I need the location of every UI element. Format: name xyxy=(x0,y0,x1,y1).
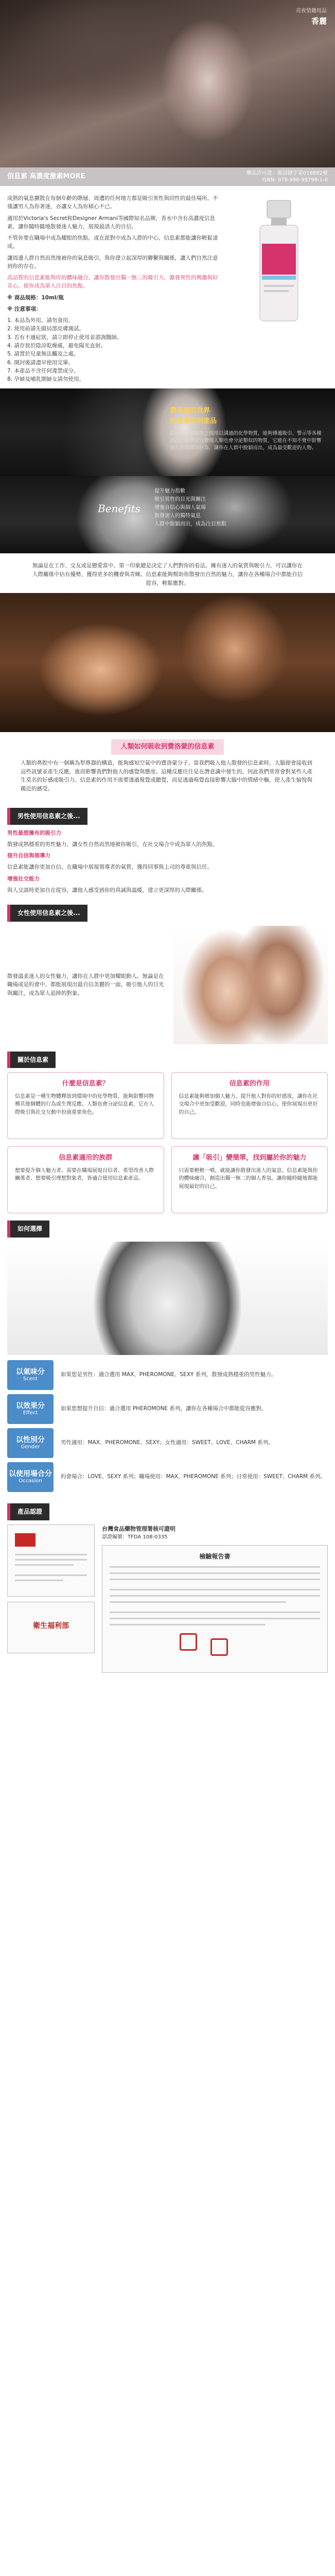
benefit-item: 散發迷人的獨特氣息 xyxy=(154,513,201,519)
step-label xyxy=(7,1394,54,1424)
how-heading: 如何選擇 xyxy=(7,1221,49,1238)
cert-left xyxy=(7,1524,95,1673)
about-box-body: 只需要輕輕一噴，就能讓你散發出迷人的氣息。信息素能與你的體味融合，創造出獨一無二的個人香氛，讓你隨時隨地都能展現最好的自己。 xyxy=(179,1167,318,1190)
male-body: 信息素能讓你更加自信，在職場中展現領導者的氣質，獲得同事與上司的尊重與信任。 xyxy=(7,864,213,871)
step-text: 男性適用：MAX、PHEROMONE、SEXY；女性適用：SWEET、LOVE、CHARM 系列。 xyxy=(61,1439,274,1446)
step-text: 約會場合：LOVE、SEXY 系列；職場使用：MAX、PHEROMONE 系列；日常使用：SWEET、CHARM 系列。 xyxy=(61,1473,326,1480)
question-body: 無論是在工作、交友或是戀愛當中，第一印象總是決定了人們對你的看法。擁有迷人的氣質與吸引力，可以讓你在人際關係中佔有優勢，獲得更多的機會與青睞。信息素能夠幫助你散發出自然的魅力，讓你在各種場合中都能自信從容，輕鬆應對。 xyxy=(32,563,303,586)
couple-image xyxy=(0,593,335,732)
female-section xyxy=(0,926,335,1044)
about-box xyxy=(7,1072,164,1139)
notes-list xyxy=(7,316,222,383)
product-title-bar xyxy=(0,167,335,186)
hero-image xyxy=(0,0,335,167)
step-item xyxy=(7,1428,328,1458)
stamp-text: 衛生福利部 xyxy=(33,1621,69,1630)
brand-logo: 香麗 xyxy=(311,16,327,26)
step-label-text: 以氣味分 xyxy=(16,1367,45,1376)
note-item: 8. 孕婦及哺乳期婦女請勿使用。 xyxy=(7,376,84,383)
about-box-title: 什麼是信息素？ xyxy=(62,1080,109,1088)
benefit-item: 人群中脫穎而出，成為注目焦點 xyxy=(154,521,226,528)
face-image xyxy=(7,1242,328,1355)
benefits-label: Benefits xyxy=(98,502,140,515)
benefit-item: 吸引異性的目光與關注 xyxy=(154,497,206,503)
absorb-title: 人類如何吸收到費洛蒙的信息素 xyxy=(111,739,223,755)
step-sub: Effect xyxy=(23,1410,38,1416)
step-label xyxy=(7,1428,54,1458)
step-sub: Gender xyxy=(21,1444,40,1450)
question-section xyxy=(0,553,335,592)
secret-body: 信息素是種動物之間用以溝通的化學物質，能夠傳遞吸引、警示等各種訊息。科學研究發現人類也會分泌類似的物質，它能在不知不覺中影響他人的情緒與行為，讓你在人群中脫穎而出，成為最受歡迎的人物。 xyxy=(170,430,322,451)
step-text: 如果您想提升自信：適合選用 PHEROMONE 系列，讓你在各種場合中都能從容應對。 xyxy=(61,1405,267,1412)
step-item xyxy=(7,1360,328,1390)
cert-document xyxy=(7,1602,95,1653)
product-image xyxy=(230,194,328,383)
secret-section xyxy=(0,388,335,476)
cert-right xyxy=(102,1524,328,1673)
secret-title: 費洛蒙的世界 xyxy=(170,407,210,415)
intro-paragraph: 不管你要在職場中成為耀眼的焦點，或在派對中成為人群的中心，信息素都能讓你輕鬆達成。 xyxy=(7,235,218,250)
intro-highlight: 高品質的信息素能與你的體味融合，讓你散發出獨一無二的吸引力，激發異性的興趣與好奇心，使你成為眾人注目的焦點。 xyxy=(7,275,218,290)
male-section xyxy=(0,829,335,895)
about-box-title: 讓「吸引」變簡單，找到屬於你的魅力 xyxy=(192,1154,307,1162)
absorb-body: 人類的鼻腔中有一個稱為犁鼻器的構造，能夠感知空氣中的費洛蒙分子。當我們吸入他人散發的信息素時，大腦便會接收到這些訊號並產生反應，進而影響我們對他人的感覺與態度。這種反應往往是在潛意識中發生的，因此我們常常會對某些人產生莫名的好感或吸引力。信息素的作用不需要透過視覺或聽覺，而是透過嗅覺直接影響大腦中的情緒中樞，使人產生愉悅與親近的感受。 xyxy=(21,759,312,792)
seal-icon xyxy=(180,1633,197,1651)
male-body: 與人交談時更加自在從容，讓他人感受到你的真誠與溫暖，建立更深厚的人際關係。 xyxy=(7,887,207,893)
about-box-title: 信息素適用的族群 xyxy=(59,1154,113,1162)
note-item: 4. 請存放於陰涼乾燥處，避免陽光直射。 xyxy=(7,342,106,349)
isbn-number: ISBN: 978-986-99798-1-0 xyxy=(262,177,328,183)
intro-paragraph: 成熟的氣息擴散在每個年齡的階層，周遭的任何地方都是吸引異性與同性的最佳場所。不僅讓男人為你著迷，亦讓女人為你傾心不已。 xyxy=(7,195,218,210)
note-item: 5. 請置於兒童無法觸及之處。 xyxy=(7,351,79,358)
male-body: 散發成熟穩重的男性魅力，讓女性自然而然地被你吸引，在社交場合中成為眾人的焦點。 xyxy=(7,841,218,848)
cert-sub: 認證編號：TFDA 108-0335 xyxy=(102,1534,168,1540)
brand-block xyxy=(296,7,327,27)
license-info xyxy=(246,170,328,184)
cert-section xyxy=(0,1524,335,1673)
about-box xyxy=(7,1146,164,1213)
step-text: 如果您是男性：適合選用 MAX、PHEROMONE、SEXY 系列，散發成熟穩重的男性魅力。 xyxy=(61,1371,277,1378)
step-label-text: 以效果分 xyxy=(16,1401,45,1410)
male-sub: 提升自信與領導力 xyxy=(7,853,50,859)
brand-name: 亮夜情趣用品 xyxy=(296,8,327,14)
spec-title: ※ 商品規格：10ml/瓶 xyxy=(7,294,64,301)
female-section-heading: 女性使用信息素之後... xyxy=(7,905,87,922)
step-label-text: 以性別分 xyxy=(16,1435,45,1444)
note-item: 6. 開封後請盡早使用完畢。 xyxy=(7,359,74,366)
step-sub: Occasion xyxy=(19,1478,42,1484)
absorb-section xyxy=(0,732,335,801)
step-label xyxy=(7,1360,54,1390)
spray-bottle-icon xyxy=(240,197,318,326)
notes-title: ※ 注意事項： xyxy=(7,306,42,312)
intro-paragraph: 適用於Victoria's Secret和Designer Armani等國際知名品牌，香水中含有高濃度信息素，讓你隨時隨地散發迷人魅力，展現最誘人的自信。 xyxy=(7,215,216,230)
note-item: 3. 若有不適症狀，請立即停止使用並諮詢醫師。 xyxy=(7,334,122,341)
intro-paragraph: 讓周邊人群自然而然地被你的氣息吸引，與你建立起深厚的聯繫與關係，讓人們自然注意到你的存在。 xyxy=(7,255,218,269)
step-label-text: 以使用場合分 xyxy=(9,1469,52,1478)
about-row-2 xyxy=(0,1146,335,1213)
benefits-list xyxy=(154,487,226,529)
about-box-title: 信息素的作用 xyxy=(229,1080,270,1088)
cert-document xyxy=(7,1524,95,1597)
benefit-item: 增強自信心與個人氣場 xyxy=(154,505,206,511)
step-item xyxy=(7,1394,328,1424)
flag-icon xyxy=(15,1533,36,1547)
page-bottom-spacer xyxy=(0,1673,335,1693)
step-label xyxy=(7,1462,54,1492)
intro-section xyxy=(0,186,335,388)
male-section-heading: 男性使用信息素之後... xyxy=(7,808,87,825)
cert-report xyxy=(102,1545,328,1673)
about-box-body: 信息素能夠增加個人魅力，提升他人對你的好感度，讓你在社交場合中更加受歡迎，同時也能增強自信心，使你展現出更好的自己。 xyxy=(179,1093,318,1115)
about-row-1 xyxy=(0,1072,335,1139)
about-box xyxy=(171,1072,328,1139)
step-sub: Scent xyxy=(23,1376,38,1382)
license-number: 藥品許可證：衛部健字第018882號 xyxy=(246,170,328,176)
report-title: 檢驗報告書 xyxy=(199,1553,231,1561)
about-box xyxy=(171,1146,328,1213)
intro-text xyxy=(7,194,222,383)
kiss-image xyxy=(173,926,328,1044)
cert-title: 台灣食品藥物管理署核可證明 xyxy=(102,1525,175,1532)
female-body: 散發溫柔迷人的女性魅力，讓你在人群中更加耀眼動人。無論是在職場或是約會中，都能展現出最自信美麗的一面，吸引他人的目光與關注，成為眾人追捧的對象。 xyxy=(7,973,164,997)
cert-heading: 產品認證 xyxy=(7,1503,49,1520)
note-item: 2. 使用前請先做局部皮膚測試。 xyxy=(7,326,84,332)
secret-text xyxy=(170,406,325,452)
step-item xyxy=(7,1462,328,1492)
about-heading: 關於信息素 xyxy=(7,1052,56,1069)
male-sub: 男性最想擁有的吸引力 xyxy=(7,829,61,836)
note-item: 1. 本品為外用，請勿食用。 xyxy=(7,317,74,324)
benefits-section xyxy=(0,476,335,553)
secret-subtitle: 信息素系列產品 xyxy=(170,417,217,426)
about-box-body: 想要提升個人魅力者、需要在職場展現自信者、希望改善人際關係者、想要吸引理想對象者，皆適合使用信息素產品。 xyxy=(15,1167,154,1182)
male-sub: 增強社交能力 xyxy=(7,875,40,882)
note-item: 7. 本產品不含任何違禁成分。 xyxy=(7,367,79,374)
step-list xyxy=(0,1360,335,1492)
about-box-body: 信息素是一種生物體釋放到環境中的化學物質，能夠影響同物種其他個體的行為或生理反應。人類也會分泌信息素，它在人際吸引與社交互動中扮演重要角色。 xyxy=(15,1093,154,1115)
seal-icon xyxy=(210,1638,228,1656)
product-title: 信息素 高濃度激素MORE xyxy=(7,172,85,180)
benefit-item: 提升魅力指數 xyxy=(154,488,185,495)
